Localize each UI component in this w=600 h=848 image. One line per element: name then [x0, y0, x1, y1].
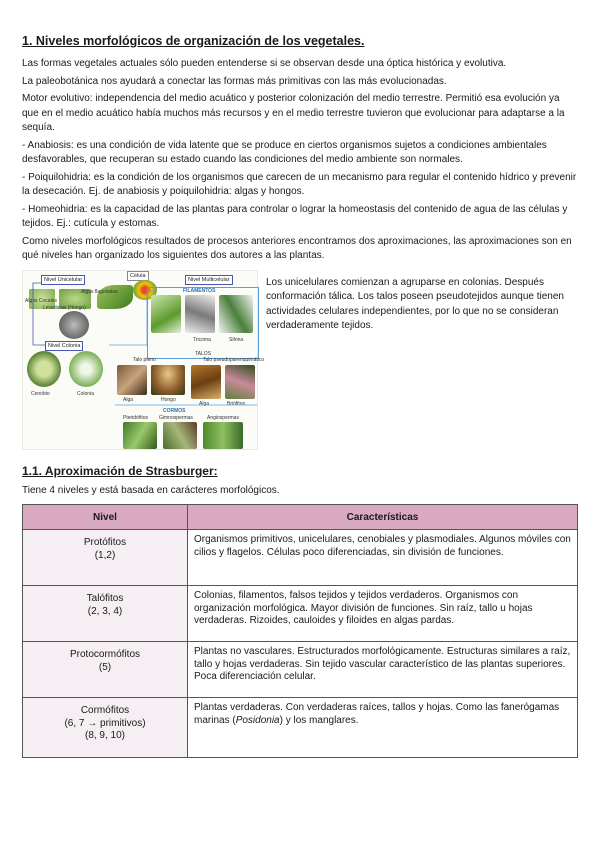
- table-header-row: [23, 505, 578, 530]
- header-nivel: Nivel: [23, 505, 188, 530]
- caption-gimnospermas: Gimnospermas: [159, 414, 193, 421]
- table-row: [23, 642, 578, 698]
- level-range: (1,2): [94, 549, 116, 561]
- level-range: (2, 3, 4): [87, 605, 123, 617]
- caption-tricoma: Tricoma: [193, 336, 211, 343]
- caption-briofitos: Briófitos: [227, 400, 246, 407]
- caption-angiospermas: Angiospermas: [207, 414, 239, 421]
- level-name: Talófitos: [86, 593, 124, 604]
- paragraph: - Anabiosis: es una condición de vida latente que se produce en ciertos organismos sujetos a condiciones ambientales desfavorables, que recuperan su estado cuando las condiciones del medio ambiente son normales.: [22, 139, 547, 165]
- caption-talo-pseudo: Talo pseudoparenquimático: [203, 356, 265, 363]
- label-celula: Célula: [127, 271, 149, 281]
- figure-connectors: [23, 271, 259, 451]
- caption-alga-2: Alga: [199, 400, 210, 407]
- paragraph: Motor evolutivo: independencia del medio acuático y posterior colonización del medio terrestre. Permitió esa evolución ya que en el medio acuático había muchos más recursos y en el medio terrestre tuvieron que evolucionar para adaptarse a la sequía.: [22, 93, 565, 133]
- level-name: Protocormófitos: [69, 649, 141, 660]
- level-cell: [23, 698, 188, 758]
- characteristics-cell: Organismos primitivos, unicelulares, cenobiales y plasmodiales. Algunos móviles con cilios y flagelos. Células poco diferenciadas, sin división de funciones.: [188, 530, 578, 586]
- document-page: [22, 34, 578, 758]
- level-range: (6, 7 → primitivos): [64, 717, 146, 729]
- organization-levels-figure: [22, 270, 265, 450]
- characteristics-text: Plantas verdaderas. Con verdaderas raíces, tallos y hojas. Como las fanerógamas marinas (: [194, 702, 560, 726]
- level-name: Protófitos: [83, 537, 127, 548]
- paragraph: - Homeohidria: es la capacidad de las plantas para controlar o lograr la homeostasis del contenido de agua de las células y tejidos. Ej.: cutícula y estomas.: [22, 203, 568, 229]
- label-colonial: Nivel Colonia: [45, 341, 83, 351]
- caption-pteridofitos: Pteridófitos: [123, 414, 149, 421]
- subsection-intro: Tiene 4 niveles y está basada en carácteres morfológicos.: [22, 484, 280, 496]
- caption-sifona: Sifona: [229, 336, 244, 343]
- caption-alga-1: Alga: [123, 396, 134, 403]
- level-name: Cormófitos: [80, 705, 130, 716]
- caption-hongo: Hongo: [161, 396, 176, 403]
- label-multicelular: Nivel Multicelular: [185, 275, 233, 285]
- figure-description: Los unicelulares comienzan a agruparse en colonias. Después conformación tálica. Los talos poseen pseudotejidos aunque tienen actividades celulares independientes, por lo que no se consideran verdaderamente tejidos.: [266, 276, 564, 331]
- characteristics-cell: Colonias, filamentos, falsos tejidos y tejidos verdaderos. Organismos con organización morfológica. Mayor división de funciones. Sin raíz, tallo u hojas verdaderas. Rizoides, cauloides y filoides en algas pardas.: [188, 586, 578, 642]
- paragraph: - Poiquilohidria: es la condición de los organismos que carecen de un mecanismo para regular el contenido hídrico y prevenir la desecación. Ej. de anabiosis y poiquilohidria: algas y hongos.: [22, 171, 577, 197]
- characteristics-species: Posidonia: [235, 714, 280, 726]
- table-row: [23, 698, 578, 758]
- caption-algas-cocales: Algas Cocales: [25, 297, 57, 304]
- label-cormos: CORMOS: [163, 407, 186, 414]
- header-caracteristicas: Características: [188, 505, 578, 530]
- level-cell: [23, 642, 188, 698]
- caption-talo-pleno: Talo pleno: [133, 356, 156, 363]
- section-title: 1. Niveles morfológicos de organización de los vegetales.: [22, 34, 365, 48]
- paragraph: Como niveles morfológicos resultados de procesos anteriores encontramos dos aproximaciones, las aproximaciones son en qué niveles han organizado los siguientes dos autores a las plantas.: [22, 235, 572, 261]
- characteristics-text-end: ) y los manglares.: [279, 714, 359, 726]
- caption-colonia: Colonia: [77, 390, 94, 397]
- characteristics-cell: Plantas no vasculares. Estructurados morfológicamente. Estructuras similares a raíz, tallo y hojas verdaderas. Sin tejido vascular característico de las plantas superiores. Poca diferenciación celular.: [188, 642, 578, 698]
- label-unicelular: Nivel Unicelular: [41, 275, 85, 285]
- table-row: [23, 530, 578, 586]
- paragraph: La paleobotánica nos ayudará a conectar las formas más primitivas con las más evolucionadas.: [22, 75, 447, 87]
- level-range-2: (8, 9, 10): [84, 730, 126, 741]
- label-talos: TALOS: [195, 350, 212, 357]
- level-cell: [23, 530, 188, 586]
- strasburger-table: [22, 504, 578, 758]
- level-cell: [23, 586, 188, 642]
- subsection-title: 1.1. Aproximación de Strasburger:: [22, 463, 218, 478]
- figure-row: [22, 270, 578, 450]
- characteristics-cell: [188, 698, 578, 758]
- table-row: [23, 586, 578, 642]
- caption-cenobio: Cenobio: [31, 390, 50, 397]
- caption-algas-flageladas: Algas flageladas: [81, 288, 118, 295]
- level-range: (5): [98, 661, 112, 673]
- label-filamentos: FILAMENTOS: [183, 287, 216, 294]
- caption-levadura: Levaduras (Hongo): [43, 304, 86, 311]
- paragraph: Las formas vegetales actuales sólo pueden entenderse si se observan desde una óptica histórica y evolutiva.: [22, 58, 507, 69]
